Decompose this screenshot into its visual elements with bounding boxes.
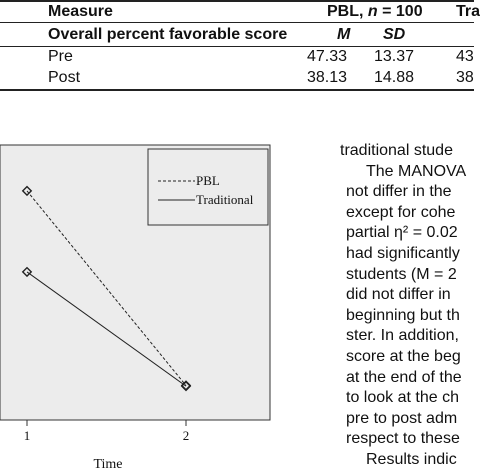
body-text-line: to look at the ch bbox=[346, 389, 459, 407]
row-post-label: Post bbox=[48, 69, 81, 86]
body-text-line: students (M = 2 bbox=[346, 265, 457, 283]
legend bbox=[148, 149, 268, 225]
table-bottom-rule bbox=[0, 89, 474, 91]
table-top-rule bbox=[0, 0, 474, 2]
row-pre-m: 47.33 bbox=[307, 48, 348, 65]
body-text-line: partial η² = 0.02 bbox=[346, 224, 458, 242]
line-chart bbox=[0, 140, 290, 474]
body-text-line: pre to post adm bbox=[346, 409, 458, 427]
row-pre-trad: 43 bbox=[456, 48, 474, 65]
body-text-line: at the end of the bbox=[346, 368, 462, 386]
body-text-line: not differ in the bbox=[346, 183, 452, 201]
body-text-line: The MANOVA bbox=[366, 162, 467, 180]
x-axis bbox=[24, 420, 190, 443]
subheader-m: M bbox=[337, 26, 351, 43]
header-measure: Measure bbox=[48, 3, 113, 20]
x-tick-label-1: 1 bbox=[23, 428, 31, 443]
body-text-line: score at the beg bbox=[346, 348, 461, 365]
subheader-sd: SD bbox=[383, 26, 406, 43]
body-text-line: except for cohe bbox=[346, 203, 456, 221]
header-pbl bbox=[327, 3, 423, 21]
body-text-line: respect to these bbox=[346, 430, 460, 448]
header-pbl-n: n bbox=[367, 3, 378, 20]
body-text-line: traditional stude bbox=[340, 142, 453, 159]
x-axis-label: Time bbox=[93, 457, 123, 472]
table-subheader-rule bbox=[0, 46, 474, 47]
body-text-line: had significantly bbox=[346, 245, 460, 262]
header-pbl-label: PBL, bbox=[327, 3, 368, 20]
table-header-rule bbox=[0, 22, 474, 23]
header-traditional: Tra bbox=[456, 3, 480, 20]
row-post-m: 38.13 bbox=[307, 69, 348, 86]
row-pre-sd: 13.37 bbox=[374, 48, 415, 65]
row-post-trad: 38 bbox=[456, 69, 474, 86]
legend-traditional-label: Traditional bbox=[196, 192, 254, 207]
subheader-score: Overall percent favorable score bbox=[48, 26, 288, 43]
body-text-line: beginning but th bbox=[346, 306, 460, 324]
body-text-line: Results indic bbox=[366, 451, 457, 468]
row-pre-label: Pre bbox=[48, 48, 73, 65]
header-pbl-n-value: = 100 bbox=[377, 3, 423, 20]
row-post-sd: 14.88 bbox=[374, 69, 415, 86]
x-tick-label-2: 2 bbox=[182, 428, 190, 443]
body-text-line: did not differ in bbox=[346, 286, 451, 304]
body-text-line: ster. In addition, bbox=[346, 327, 459, 345]
legend-pbl-label: PBL bbox=[196, 173, 220, 188]
